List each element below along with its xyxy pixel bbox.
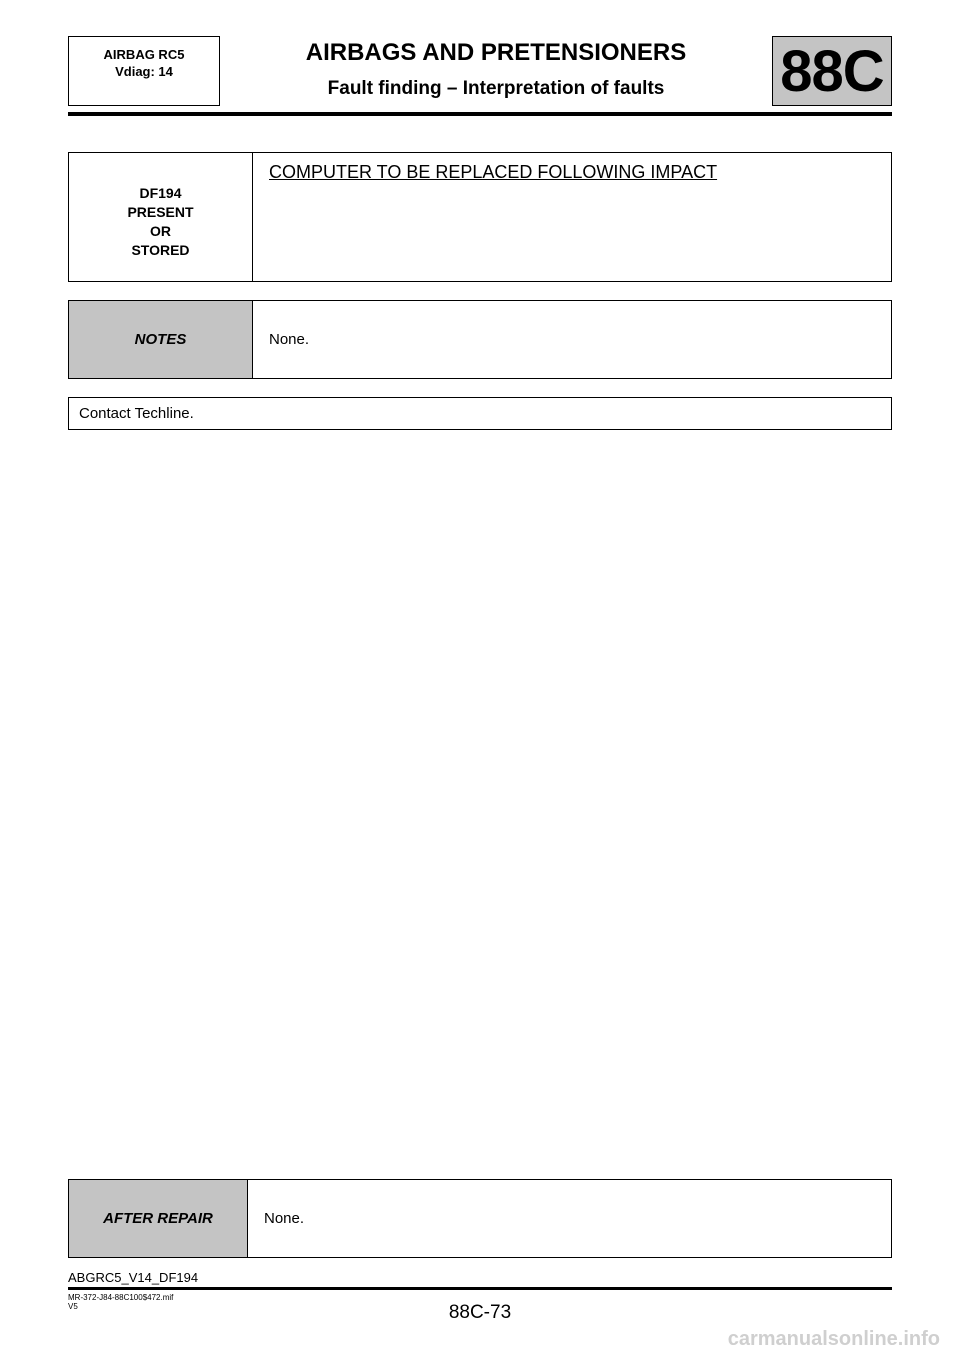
after-repair-text: None. bbox=[264, 1210, 305, 1227]
notes-text: None. bbox=[269, 331, 310, 348]
page-number: 88C-73 bbox=[448, 1302, 512, 1323]
instruction-text: Contact Techline. bbox=[79, 405, 194, 422]
fault-title: COMPUTER TO BE REPLACED FOLLOWING IMPACT bbox=[269, 162, 718, 182]
fault-code: DF194 bbox=[139, 185, 182, 201]
notes-table bbox=[68, 300, 892, 379]
after-repair-table bbox=[68, 1179, 892, 1258]
instruction-box bbox=[68, 397, 892, 430]
source-file-version: V5 bbox=[68, 1302, 78, 1311]
after-repair-label: AFTER REPAIR bbox=[69, 1180, 248, 1257]
document-reference: ABGRC5_V14_DF194 bbox=[68, 1270, 199, 1285]
header-divider bbox=[68, 112, 892, 116]
page-title: AIRBAGS AND PRETENSIONERS bbox=[305, 39, 687, 66]
section-code-badge: 88C bbox=[772, 36, 892, 106]
fault-status-present: PRESENT bbox=[127, 204, 194, 220]
fault-table bbox=[68, 152, 892, 282]
footer-divider bbox=[68, 1287, 892, 1290]
fault-description-cell bbox=[253, 153, 891, 281]
fault-status-cell bbox=[69, 153, 253, 281]
header-model-box bbox=[68, 36, 220, 106]
source-file-name: MR-372-J84-88C100$472.mif bbox=[68, 1293, 174, 1302]
header-model: AIRBAG RC5 bbox=[103, 47, 185, 62]
page-subtitle: Fault finding – Interpretation of faults bbox=[327, 78, 665, 99]
watermark: carmanualsonline.info bbox=[727, 1328, 940, 1350]
fault-status-stored: STORED bbox=[131, 242, 190, 258]
fault-status-or: OR bbox=[150, 223, 171, 239]
source-file-info bbox=[68, 1293, 173, 1311]
header-vdiag: Vdiag: 14 bbox=[115, 64, 173, 79]
notes-label: NOTES bbox=[69, 301, 253, 378]
